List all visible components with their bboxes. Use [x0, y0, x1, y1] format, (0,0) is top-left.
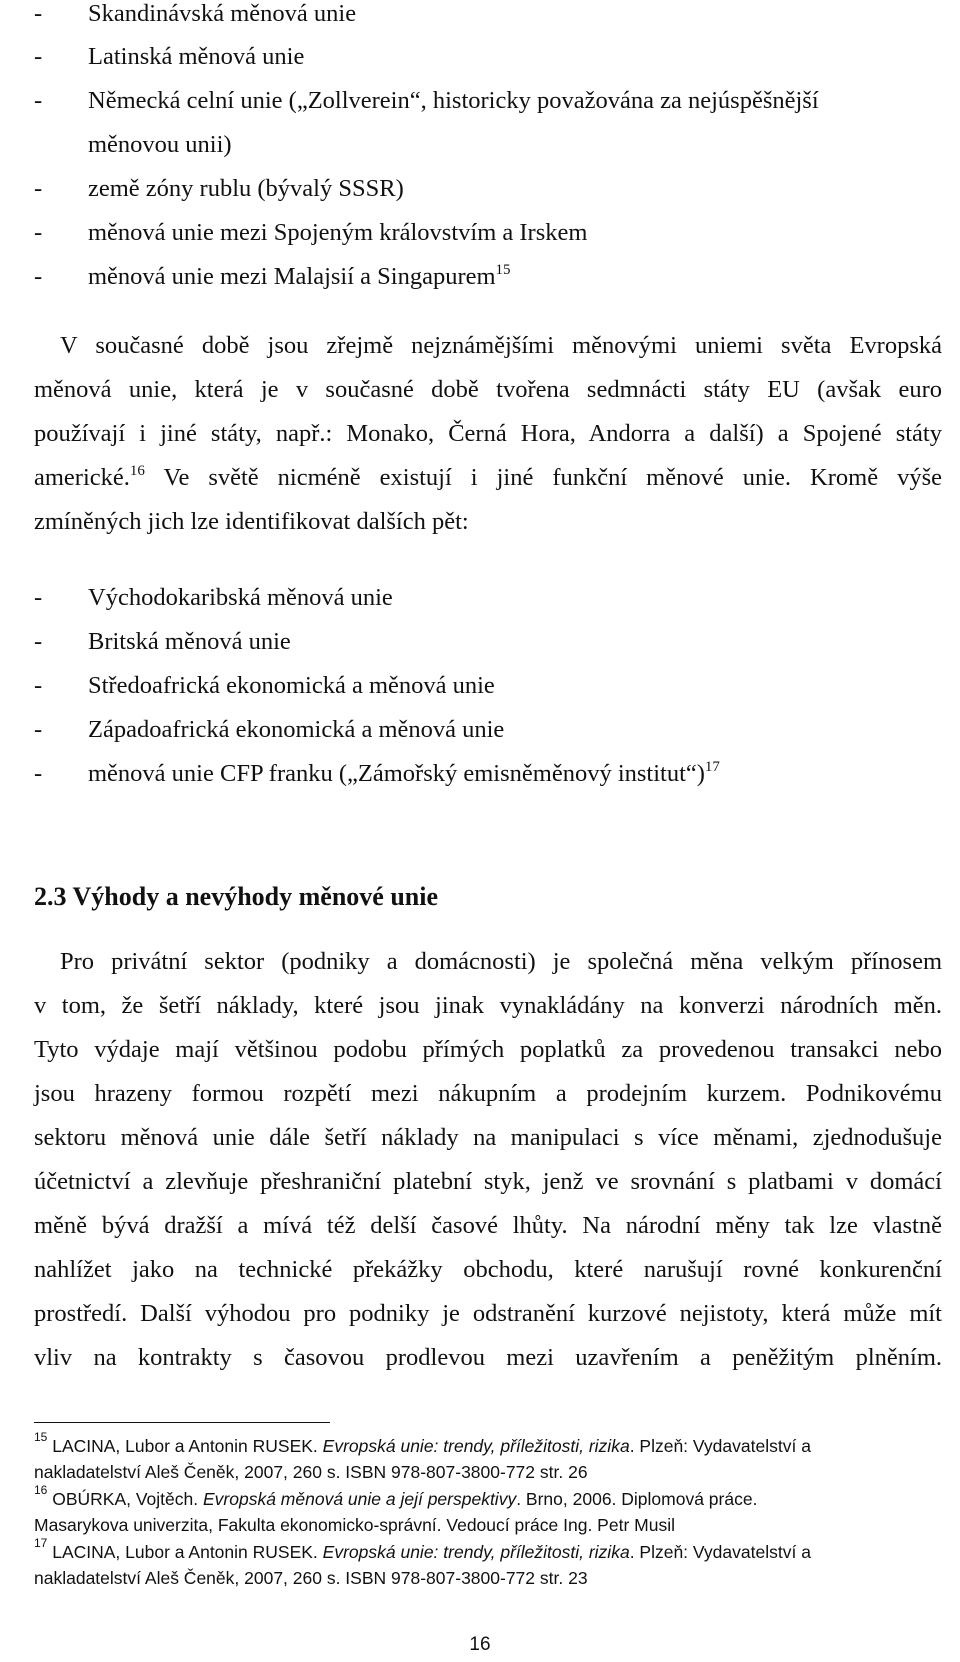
list-item-text: měnovou unii) — [88, 131, 232, 158]
footnote-text: . Plzeň: Vydavatelství a — [629, 1542, 811, 1562]
paragraph-line-text: vliv na kontrakty s časovou prodlevou mezi uzavřením a peněžitým plněním. — [34, 1344, 942, 1371]
text-fragment: Ve světě nicméně existují i jiné funkční měnové unie. Kromě výše — [144, 464, 942, 491]
list-item-text: Západoafrická ekonomická a měnová unie — [88, 716, 505, 743]
paragraph-line-text: Pro privátní sektor (podniky a domácnosti) je společná měna velkým přínosem — [60, 948, 942, 975]
paragraph-line-text: měně bývá dražší a mívá též delší časové lhůty. Na národní měny tak lze vlastně — [34, 1212, 942, 1239]
footnote-17 — [34, 1536, 811, 1563]
list-item-text — [88, 263, 511, 291]
footnote-separator — [34, 1422, 330, 1423]
footnote-title: Evropská unie: trendy, příležitosti, rizika — [322, 1436, 630, 1456]
paragraph-line-text: v tom, že šetří náklady, které jsou jinak vynakládány na konverzi národních měn. — [34, 992, 942, 1019]
list-bullet: - — [34, 760, 43, 787]
list-item-text: Německá celní unie („Zollverein“, historicky považována za nejúspěšnější — [88, 87, 819, 114]
list-bullet: - — [34, 87, 43, 114]
list-item-text: Středoafrická ekonomická a měnová unie — [88, 672, 495, 699]
list-item-text-body: měnová unie mezi Malajsií a Singapurem — [88, 263, 496, 290]
footnote-ref: 16 — [129, 463, 145, 479]
footnote-15 — [34, 1430, 811, 1457]
list-item-text: Britská měnová unie — [88, 628, 291, 655]
paragraph-line-text — [34, 464, 942, 492]
footnote-ref: 15 — [495, 262, 511, 278]
footnote-15-line2: nakladatelství Aleš Čeněk, 2007, 260 s. ISBN 978-807-3800-772 str. 26 — [34, 1462, 588, 1482]
footnote-title: Evropská unie: trendy, příležitosti, rizika — [322, 1542, 630, 1562]
list-item-text: Východokaribská měnová unie — [88, 584, 393, 611]
paragraph-line-text: účetnictví a zlevňuje přeshraniční platební styk, jenž ve srovnání s platbami v domácí — [34, 1168, 942, 1195]
paragraph-line-text: používají i jiné státy, např.: Monako, Černá Hora, Andorra a další) a Spojené státy — [34, 420, 942, 447]
footnote-number: 17 — [34, 1536, 48, 1550]
list-bullet: - — [34, 175, 43, 202]
paragraph-line-text: měnová unie, která je v současné době tvořena sedmnácti státy EU (avšak euro — [34, 376, 942, 403]
paragraph-line-text: Tyto výdaje mají většinou podobu přímých poplatků za provedenou transakci nebo — [34, 1036, 942, 1063]
list-item-text: země zóny rublu (bývalý SSSR) — [88, 175, 404, 202]
list-item-text: měnová unie mezi Spojeným královstvím a Irskem — [88, 219, 588, 246]
paragraph-line-text: jsou hrazeny formou rozpětí mezi nákupním a prodejním kurzem. Podnikovému — [34, 1080, 942, 1107]
paragraph-line-text: prostředí. Další výhodou pro podniky je odstranění kurzové nejistoty, která může mít — [34, 1300, 942, 1327]
list-item-text — [88, 760, 720, 788]
text-fragment: americké. — [34, 464, 130, 491]
paragraph-line-text: nahlížet jako na technické překážky obchodu, které narušují rovné konkurenční — [34, 1256, 942, 1283]
footnote-text: . Brno, 2006. Diplomová práce. — [516, 1489, 758, 1509]
footnote-number: 16 — [34, 1483, 48, 1497]
list-item-text-body: měnová unie CFP franku („Zámořský emisněměnový institut“) — [88, 760, 705, 787]
list-item-text: Latinská měnová unie — [88, 43, 305, 70]
list-bullet: - — [34, 43, 43, 70]
list-item-text: Skandinávská měnová unie — [88, 0, 357, 27]
list-bullet: - — [34, 263, 43, 290]
paragraph-line-text: sektoru měnová unie dále šetří náklady na manipulaci s více měnami, zjednodušuje — [34, 1124, 942, 1151]
footnote-number: 15 — [34, 1430, 48, 1444]
footnote-17-line2: nakladatelství Aleš Čeněk, 2007, 260 s. ISBN 978-807-3800-772 str. 23 — [34, 1568, 588, 1588]
footnote-ref: 17 — [704, 759, 720, 775]
list-bullet: - — [34, 219, 43, 246]
page-number: 16 — [469, 1634, 491, 1655]
footnote-16-line2: Masarykova univerzita, Fakulta ekonomicko-správní. Vedoucí práce Ing. Petr Musil — [34, 1515, 675, 1535]
list-bullet: - — [34, 716, 43, 743]
footnote-title: Evropská měnová unie a její perspektivy — [202, 1489, 517, 1509]
footnote-text: OBÚRKA, Vojtěch. — [47, 1489, 203, 1509]
paragraph-line-text: zmíněných jich lze identifikovat dalších pět: — [34, 508, 469, 535]
list-bullet: - — [34, 628, 43, 655]
footnote-text: . Plzeň: Vydavatelství a — [629, 1436, 811, 1456]
section-heading: 2.3 Výhody a nevýhody měnové unie — [34, 882, 439, 911]
footnote-16 — [34, 1483, 758, 1510]
list-bullet: - — [34, 672, 43, 699]
footnote-text: LACINA, Lubor a Antonin RUSEK. — [47, 1436, 323, 1456]
footnote-text: LACINA, Lubor a Antonin RUSEK. — [47, 1542, 323, 1562]
list-bullet: - — [34, 584, 43, 611]
list-bullet: - — [34, 0, 43, 27]
paragraph-line-text: V současné době jsou zřejmě nejznámějšími měnovými uniemi světa Evropská — [60, 332, 942, 359]
